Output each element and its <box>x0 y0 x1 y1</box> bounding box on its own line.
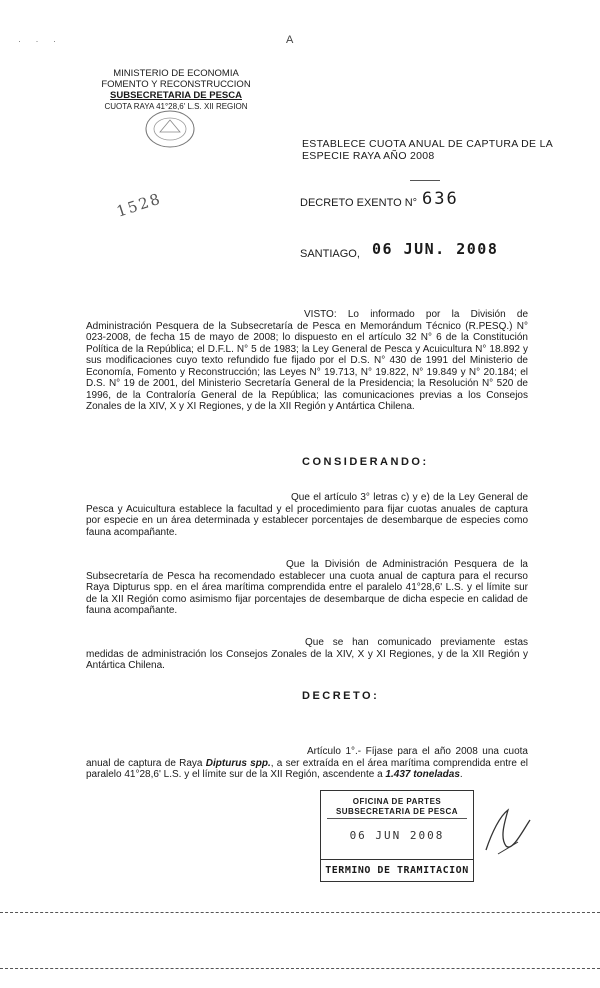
stamp-line-1: OFICINA DE PARTES <box>352 797 442 806</box>
decree-place: SANTIAGO, <box>300 248 360 260</box>
visto-lead: VISTO: <box>304 309 337 320</box>
article-text-1: Fíjase para el año 2008 una cuota anual de captura de Raya <box>86 746 528 769</box>
official-seal-icon <box>130 108 210 150</box>
article-text-2: , a ser extraída en el área marítima comprendida entre el paralelo 41°28,6' L.S. y el límite sur de la XII Región, ascendente a <box>86 757 528 780</box>
quota-reference: CUOTA RAYA 41°28,6' L.S. XII REGION <box>104 102 248 111</box>
species-name: Dipturus spp. <box>205 757 271 769</box>
office-stamp <box>320 790 474 882</box>
visto-paragraph <box>86 309 528 413</box>
considerando-heading: CONSIDERANDO: <box>302 456 429 468</box>
decreto-heading: DECRETO: <box>302 690 380 702</box>
considerando-item-2 <box>86 559 528 617</box>
handwritten-number: 1528 <box>114 189 164 221</box>
considerando-item-3 <box>86 637 528 672</box>
stamp-date: 06 JUN 2008 <box>349 829 445 842</box>
ministry-line-2: FOMENTO Y RECONSTRUCCION <box>101 79 251 90</box>
article-1-paragraph <box>86 746 528 781</box>
scan-divider-line <box>0 912 600 913</box>
considerando-text: Que se han comunicado previamente estas medidas de administración los Consejos Zonales de la XIV, X y XI Regiones, y de la XII Región y Antártica Chilena. <box>86 637 528 671</box>
visto-text: Lo informado por la División de Administración Pesquera de la Subsecretaría de Pesca en Memorándum Técnico (R.PESQ.) N° 023-2008, de fecha 15 de mayo de 2008; lo dispuesto en el artículo 32 N° 6 de la Constitución Política de la República; el D.F.L. N° 5 de 1983; la Ley General de Pesca y Acuicultura N° 18.892 y sus modificaciones cuyo texto refundido fue fijado por el D.S. N° 430 de 1991 del Ministerio de Economía, Fomento y Reconstrucción; las Leyes N° 19.713, N° 19.822, N° 19.849 y N° 20.184; el D.S. N° 19 de 2001, del Ministerio Secretaría General de la Presidencia; la Resolución N° 520 de 1996, de la Contraloría General de la República; las comunicaciones previas a los Consejos Zonales de la XIV, X y XI Regiones, y de la XII Región y Antártica Chilena. <box>86 309 529 412</box>
signature-icon <box>478 802 538 862</box>
article-label: Artículo 1°.- <box>307 746 362 757</box>
considerando-text: Que el artículo 3° letras c) y e) de la Ley General de Pesca y Acuicultura establece la facultad y el procedimiento para fijar cuotas anuales de captura por especie en un área determinada y establecer porcentajes de desembarque de especies como fauna acompañante. <box>86 492 528 538</box>
article-end: . <box>459 769 463 780</box>
considerando-text: Que la División de Administración Pesquera de la Subsecretaría de Pesca ha recomendado establecer una cuota anual de captura para el recurso Raya Dipturus spp. en el área marítima comprendida entre el paralelo 41°28,6' L.S. y el límite sur de la XII Región como asimismo fijar porcentajes de desembarque de dicha especie en calidad de fauna acompañante. <box>86 559 528 616</box>
decree-title: ESTABLECE CUOTA ANUAL DE CAPTURA DE LA ESPECIE RAYA AÑO 2008 <box>302 138 553 162</box>
stamp-footer: TERMINO DE TRAMITACION <box>320 859 474 882</box>
corner-mark: A <box>286 34 294 46</box>
decree-date: 06 JUN. 2008 <box>372 240 499 258</box>
scan-divider-line <box>0 968 600 969</box>
ministry-line-1: MINISTERIO DE ECONOMIA <box>113 68 239 79</box>
decree-number-label: DECRETO EXENTO N° <box>300 197 418 209</box>
subsecretaria-line: SUBSECRETARIA DE PESCA <box>110 90 242 101</box>
letterhead <box>96 68 256 112</box>
stamp-divider <box>327 818 467 819</box>
stamp-line-2: SUBSECRETARIA DE PESCA <box>335 807 459 816</box>
quota-amount: 1.437 toneladas <box>385 769 460 780</box>
considerando-item-1 <box>86 492 528 538</box>
scan-noise: · · · <box>18 36 62 46</box>
number-mark <box>410 180 440 181</box>
decree-number: 636 <box>422 189 459 209</box>
